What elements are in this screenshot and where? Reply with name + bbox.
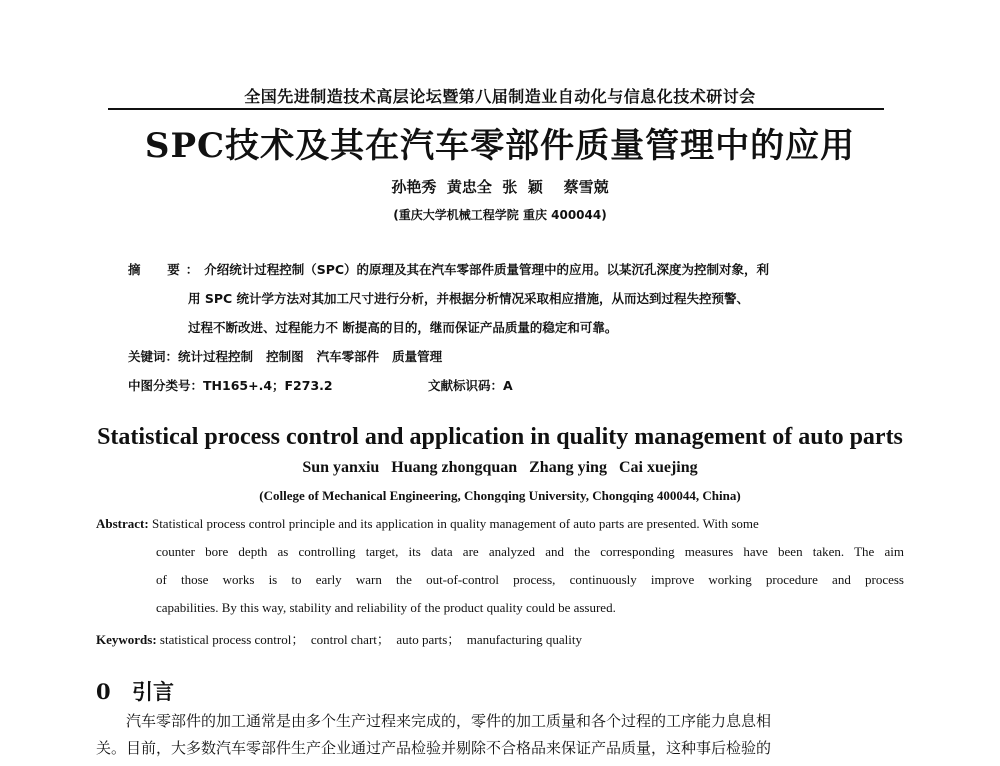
chinese-abstract-line: 用 SPC 统计学方法对其加工尺寸进行分析，并根据分析情况采取相应措施，从而达到过程失控预警、 xyxy=(188,291,750,306)
header-rule xyxy=(108,108,884,110)
chinese-keywords-text: 统计过程控制 控制图 汽车零部件 质量管理 xyxy=(178,349,443,364)
english-abstract-line xyxy=(96,516,904,544)
chinese-abstract-text: 介绍统计过程控制（SPC）的原理及其在汽车零部件质量管理中的应用。以某沉孔深度为控制对象，利 xyxy=(204,262,770,277)
english-title: Statistical process control and application in quality management of auto parts xyxy=(97,424,903,450)
english-abstract xyxy=(96,516,904,628)
classification-row xyxy=(128,376,868,394)
chinese-keywords xyxy=(128,347,868,365)
english-affiliation: (College of Mechanical Engineering, Chongqing University, Chongqing 400044, China) xyxy=(259,488,741,503)
english-authors: Sun yanxiu Huang zhongquan Zhang ying Cai xuejing xyxy=(302,459,698,476)
english-abstract-line: capabilities. By this way, stability and reliability of the product quality could be assured. xyxy=(156,600,616,615)
classification-code: TH165+.4；F273.2 xyxy=(203,378,333,393)
body-line: 关。目前，大多数汽车零部件生产企业通过产品检验并剔除不合格品来保证产品质量，这种事后检验的 xyxy=(96,739,772,757)
english-abstract-line: of those works is to early warn the out-of-control process, continuously improve working procedure and process xyxy=(156,572,904,587)
chinese-abstract-label: 摘 要： xyxy=(128,262,205,277)
chinese-affiliation: (重庆大学机械工程学院 重庆 400044) xyxy=(393,208,607,222)
body-line: 汽车零部件的加工通常是由多个生产过程来完成的，零件的加工质量和各个过程的工序能力息息相 xyxy=(126,712,772,730)
english-abstract-line: counter bore depth as controlling target, its data are analyzed and the corresponding measures have been taken. The aim xyxy=(156,544,904,559)
chinese-keywords-label: 关键词： xyxy=(128,349,179,364)
chinese-authors: 孙艳秀 黄忠全 张 颖 蔡雪兢 xyxy=(391,178,609,196)
section-title: 引言 xyxy=(132,679,174,704)
english-keywords-label: Keywords: xyxy=(96,632,157,647)
section-heading xyxy=(96,676,174,706)
chinese-abstract xyxy=(128,262,868,349)
conference-header: 全国先进制造技术高层论坛暨第八届制造业自动化与信息化技术研讨会 xyxy=(244,87,756,106)
chinese-abstract-line: 过程不断改进、过程能力不 断提高的目的，继而保证产品质量的稳定和可靠。 xyxy=(188,320,618,335)
chinese-title: SPC技术及其在汽车零部件质量管理中的应用 xyxy=(144,126,856,166)
document-code xyxy=(428,376,513,394)
english-keywords xyxy=(96,629,904,648)
english-abstract-label: Abstract: xyxy=(96,516,149,531)
section-number: 0 xyxy=(96,679,111,704)
section-body xyxy=(96,712,904,766)
english-abstract-text: Statistical process control principle and its application in quality management of auto parts are presented. With some xyxy=(151,516,759,531)
document-code-value: A xyxy=(503,378,513,393)
chinese-abstract-line xyxy=(128,262,868,291)
english-keywords-text: statistical process control； control chart； auto parts； manufacturing quality xyxy=(159,632,582,647)
document-code-label: 文献标识码： xyxy=(428,378,504,393)
classification-label: 中图分类号： xyxy=(128,378,204,393)
